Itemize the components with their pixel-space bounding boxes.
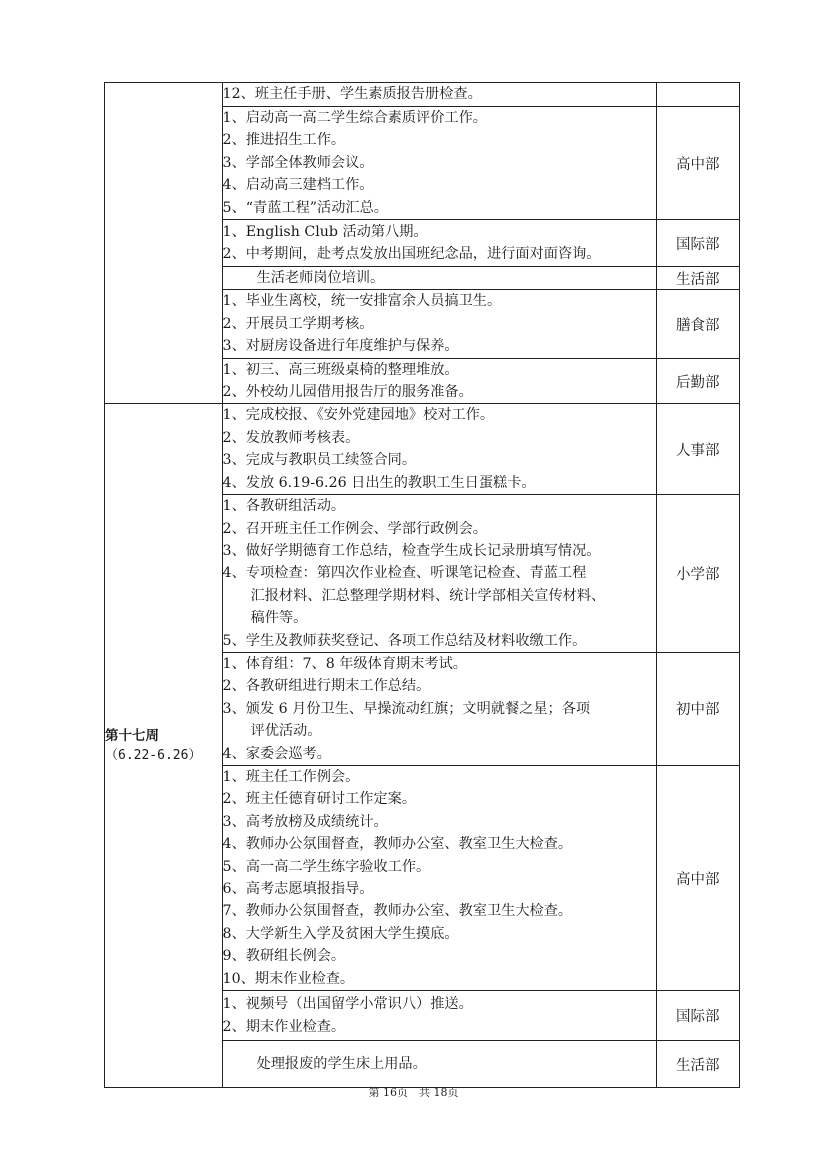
list-item: 9、教研组长例会。 [222, 948, 346, 965]
list-item: 2、发放教师考核表。 [222, 429, 360, 446]
dept-cell: 高中部 [656, 765, 739, 990]
list-item: 评优活动。 [250, 723, 322, 740]
list-item: 1、班主任工作例会。 [222, 768, 360, 785]
content-cell [222, 652, 656, 765]
list-item: 4、专项检查：第四次作业检查、听课笔记检查、青蓝工程 [222, 565, 587, 582]
content-cell [222, 83, 656, 107]
list-item: 6、高考志愿填报指导。 [222, 881, 374, 897]
list-item: 2、召开班主任工作例会、学部行政例会。 [222, 520, 487, 537]
content-cell [222, 495, 656, 653]
list-item: 2、期末作业检查。 [222, 1018, 346, 1035]
week-name: 第十七周 [105, 727, 159, 744]
list-item: 5、高一高二学生练字验收工作。 [222, 858, 431, 875]
page-footer: 第 16页 共 18页 [368, 1086, 459, 1099]
list-item: 生活老师岗位培训。 [256, 270, 385, 287]
dept-cell: 小学部 [656, 495, 739, 653]
list-item: 1、毕业生离校，统一安排富余人员搞卫生。 [222, 293, 502, 310]
dept-cell: 膳食部 [656, 290, 739, 358]
dept-cell: 后勤部 [656, 358, 739, 404]
content-cell [222, 267, 656, 290]
list-item: 汇报材料、汇总整理学期材料、统计学部相关宣传材料、 [250, 587, 606, 604]
list-item: 1、启动高一高二学生综合素质评价工作。 [222, 110, 487, 126]
list-item: 2、推进招生工作。 [222, 132, 346, 149]
dept-cell: 人事部 [656, 404, 739, 495]
list-item: 1、视频号（出国留学小常识八）推送。 [222, 996, 473, 1013]
list-item: 2、开展员工学期考核。 [222, 315, 374, 332]
list-item: 10、期末作业检查。 [222, 970, 355, 987]
list-item: 4、家委会巡考。 [222, 745, 331, 762]
table-row [105, 404, 740, 495]
list-item: 3、颁发 6 月份卫生、早操流动红旗；文明就餐之星；各项 [222, 700, 591, 717]
list-item: 12、班主任手册、学生素质报告册检查。 [222, 86, 482, 103]
list-item: 3、学部全体教师会议。 [222, 154, 374, 171]
list-item: 3、高考放榜及成绩统计。 [222, 813, 388, 830]
content-cell [222, 290, 656, 358]
content-cell [222, 404, 656, 495]
dept-cell: 生活部 [656, 1041, 739, 1088]
dept-cell: 高中部 [656, 107, 739, 220]
week-cell-previous [105, 83, 223, 404]
list-item: 4、教师办公氛围督查，教师办公室、教室卫生大检查。 [222, 836, 573, 853]
week-cell [105, 404, 223, 1088]
dept-cell [656, 83, 739, 107]
content-cell [222, 107, 656, 220]
list-item: 4、启动高三建档工作。 [222, 177, 374, 194]
list-item: 1、各教研组活动。 [222, 498, 346, 515]
dept-cell: 国际部 [656, 220, 739, 267]
table-row [105, 83, 740, 107]
list-item: 2、外校幼儿园借用报告厅的服务准备。 [222, 384, 473, 401]
schedule-table [104, 82, 740, 1088]
list-item: 1、体育组：7、8 年级体育期末考试。 [222, 655, 467, 672]
list-item: 1、完成校报、《安外党建园地》校对工作。 [222, 407, 495, 424]
content-cell [222, 991, 656, 1041]
list-item: 处理报废的学生床上用品。 [256, 1055, 427, 1072]
list-item: 1、English Club 活动第八期。 [222, 223, 428, 240]
list-item: 5、学生及教师获奖登记、各项工作总结及材料收缴工作。 [222, 632, 587, 649]
content-cell [222, 358, 656, 404]
dept-cell: 初中部 [656, 652, 739, 765]
content-cell [222, 765, 656, 990]
dept-cell: 国际部 [656, 991, 739, 1041]
list-item: 3、完成与教职员工续签合同。 [222, 452, 417, 469]
list-item: 3、做好学期德育工作总结，检查学生成长记录册填写情况。 [222, 542, 601, 559]
list-item: 3、对厨房设备进行年度维护与保养。 [222, 338, 459, 355]
content-cell [222, 220, 656, 267]
list-item: 1、初三、高三班级桌椅的整理堆放。 [222, 361, 459, 378]
list-item: 5、“青蓝工程”活动汇总。 [222, 199, 388, 216]
dept-cell: 生活部 [656, 267, 739, 290]
list-item: 稿件等。 [250, 610, 308, 627]
list-item: 2、中考期间，赴考点发放出国班纪念品，进行面对面咨询。 [222, 246, 601, 263]
list-item: 7、教师办公氛围督查，教师办公室、教室卫生大检查。 [222, 903, 573, 920]
list-item: 8、大学新生入学及贫困大学生摸底。 [222, 925, 459, 942]
list-item: 2、班主任德育研讨工作定案。 [222, 791, 417, 808]
week-range: （6.22-6.26） [105, 747, 202, 763]
content-cell [222, 1041, 656, 1088]
list-item: 2、各教研组进行期末工作总结。 [222, 678, 431, 695]
list-item: 4、发放 6.19-6.26 日出生的教职工生日蛋糕卡。 [222, 474, 536, 491]
